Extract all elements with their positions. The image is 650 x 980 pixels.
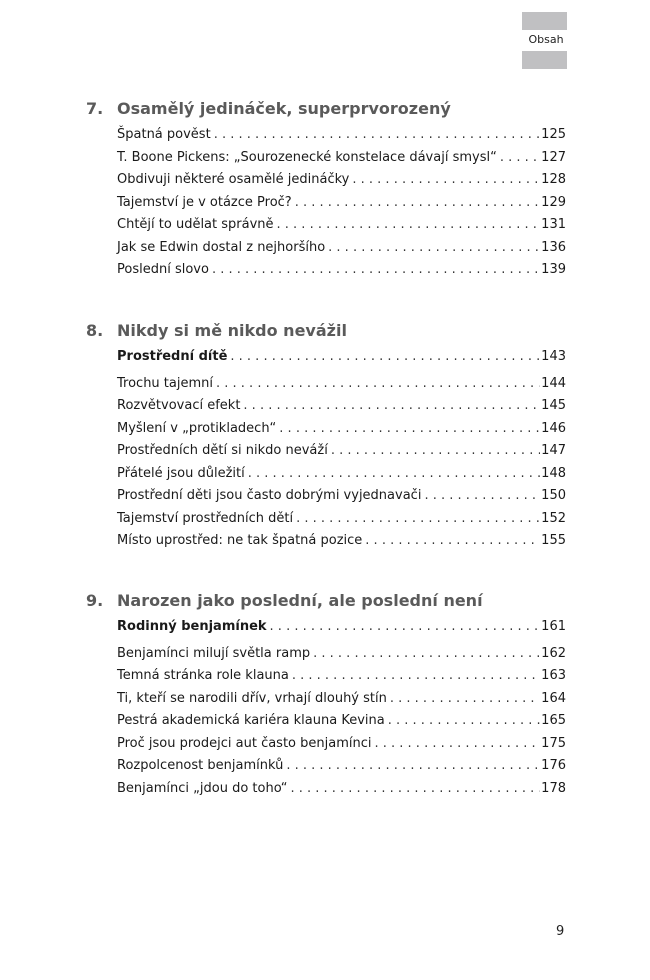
toc-entry-page: 131 <box>541 217 566 232</box>
toc-entry-page: 175 <box>541 735 566 751</box>
toc-entry-title: Jak se Edwin dostal z nejhoršího <box>117 239 326 255</box>
toc-entry[interactable] <box>117 463 566 486</box>
toc-entry[interactable] <box>117 688 566 711</box>
toc-entry-title: Myšlení v „protikladech“ <box>117 420 277 436</box>
toc-entry-page: 165 <box>541 713 566 728</box>
dot-leader <box>500 147 540 170</box>
toc-entry[interactable] <box>117 147 566 170</box>
toc-entry[interactable] <box>117 616 566 639</box>
toc-entry-title: Tajemství prostředních dětí <box>117 510 294 526</box>
chapter-number: 9. <box>86 591 104 610</box>
toc-entry[interactable] <box>117 710 566 733</box>
dot-leader <box>424 485 540 508</box>
dot-leader <box>313 643 540 666</box>
toc-entry-page: 162 <box>541 645 566 661</box>
toc-entry[interactable] <box>117 259 566 282</box>
toc-entry-title: Místo uprostřed: ne tak špatná pozice <box>117 533 363 548</box>
toc-entry-title: Poslední slovo <box>117 262 209 277</box>
toc-entry-title: Rozpolcenost benjamínků <box>117 758 284 773</box>
toc-entry-page: 150 <box>541 488 566 503</box>
toc-entry-page: 145 <box>541 398 566 413</box>
dot-leader <box>331 440 540 463</box>
toc-entry-page: 176 <box>541 758 566 773</box>
dot-leader <box>270 616 541 639</box>
page-number: 9 <box>556 924 565 939</box>
dot-leader <box>388 710 540 733</box>
toc-entry-page: 178 <box>541 780 566 796</box>
toc-entry[interactable] <box>117 192 566 215</box>
toc-entry[interactable] <box>117 346 566 369</box>
toc-entry[interactable] <box>117 124 566 147</box>
toc-entry-page: 143 <box>541 349 566 364</box>
dot-leader <box>328 237 540 260</box>
toc-entry-page: 144 <box>541 375 566 391</box>
toc-entry-title: Ti, kteří se narodili dřív, vrhají dlouhý stín <box>117 690 387 706</box>
toc-entry-page: 136 <box>541 239 566 255</box>
dot-leader <box>216 373 540 396</box>
toc-entry-title: Obdivuji některé osamělé jedináčky <box>117 172 350 187</box>
dot-leader <box>214 124 540 147</box>
toc-entry-page: 152 <box>541 510 566 526</box>
dot-leader <box>295 192 540 215</box>
toc-entry-page: 148 <box>541 465 566 481</box>
dot-leader <box>243 395 540 418</box>
chapter-9 <box>86 586 566 800</box>
dot-leader <box>212 259 540 282</box>
toc-entry-list <box>117 346 566 553</box>
toc-entry-page: 147 <box>541 443 566 458</box>
dot-leader <box>286 755 540 778</box>
chapter-title: Nikdy si mě nikdo nevážil <box>117 321 347 340</box>
toc-entry[interactable] <box>117 395 566 418</box>
chapter-7 <box>86 94 566 282</box>
toc-entry[interactable] <box>117 169 566 192</box>
dot-leader <box>296 508 540 531</box>
chapter-number: 7. <box>86 99 104 118</box>
toc-entry[interactable] <box>117 485 566 508</box>
chapter-heading <box>86 94 566 118</box>
toc-entry-page: 129 <box>541 194 566 210</box>
chapter-8 <box>86 316 566 553</box>
toc-entry-title: Pestrá akademická kariéra klauna Kevina <box>117 713 385 728</box>
chapter-heading <box>86 586 566 610</box>
toc-entry[interactable] <box>117 214 566 237</box>
section-tab-bar-bottom <box>522 51 567 69</box>
toc-entry-page: 127 <box>541 149 566 165</box>
toc-entry[interactable] <box>117 508 566 531</box>
dot-leader <box>292 665 540 688</box>
toc-entry-title: Proč jsou prodejci aut často benjamínci <box>117 735 372 751</box>
dot-leader <box>290 778 540 801</box>
toc-entry-title: Benjamínci milují světla ramp <box>117 645 311 661</box>
toc-entry-title: Přátelé jsou důležití <box>117 465 245 481</box>
toc-entry-list <box>117 616 566 800</box>
section-tab-bar-top <box>522 12 567 30</box>
toc-entry[interactable] <box>117 643 566 666</box>
toc-entry-title: Temná stránka role klauna <box>117 668 289 683</box>
toc-entry-page: 146 <box>541 420 566 436</box>
toc-entry-page: 128 <box>541 172 566 187</box>
dot-leader <box>248 463 540 486</box>
toc-entry-title: Špatná pověst <box>117 127 211 142</box>
dot-leader <box>277 214 541 237</box>
toc-entry[interactable] <box>117 237 566 260</box>
toc-entry-title: Rodinný benjamínek <box>117 619 267 634</box>
toc-entry-page: 164 <box>541 690 566 706</box>
toc-entry-list <box>117 124 566 282</box>
toc-entry-title: Chtějí to udělat správně <box>117 217 274 232</box>
toc-entry-title: T. Boone Pickens: „Sourozenecké konstelace dávají smysl“ <box>117 149 497 165</box>
toc-entry-title: Benjamínci „jdou do toho“ <box>117 780 288 796</box>
toc-entry-page: 161 <box>541 619 566 634</box>
dot-leader <box>230 346 540 369</box>
dot-leader <box>390 688 540 711</box>
toc-entry[interactable] <box>117 418 566 441</box>
toc-entry[interactable] <box>117 440 566 463</box>
toc-entry[interactable] <box>117 665 566 688</box>
dot-leader <box>374 733 540 756</box>
toc-entry-title: Prostřední dítě <box>117 349 228 364</box>
section-tab-label: Obsah <box>528 33 564 46</box>
chapter-title: Narozen jako poslední, ale poslední není <box>117 591 483 610</box>
toc-entry[interactable] <box>117 733 566 756</box>
dot-leader <box>279 418 540 441</box>
toc-entry[interactable] <box>117 373 566 396</box>
toc-entry-title: Trochu tajemní <box>117 375 213 391</box>
toc-entry-title: Tajemství je v otázce Proč? <box>117 194 292 210</box>
toc-entry[interactable] <box>117 755 566 778</box>
toc-entry-title: Prostřední děti jsou často dobrými vyjednavači <box>117 488 422 503</box>
toc-entry-page: 139 <box>541 262 566 277</box>
dot-leader <box>352 169 540 192</box>
toc-entry-page: 155 <box>541 533 566 548</box>
chapter-heading <box>86 316 566 340</box>
toc-entry-page: 125 <box>541 127 566 142</box>
chapter-title: Osamělý jedináček, superprvorozený <box>117 99 451 118</box>
toc-entry[interactable] <box>117 530 566 553</box>
dot-leader <box>365 530 540 553</box>
toc-entry-page: 163 <box>541 668 566 683</box>
toc-entry-title: Rozvětvovací efekt <box>117 398 241 413</box>
chapter-number: 8. <box>86 321 104 340</box>
toc-entry[interactable] <box>117 778 566 801</box>
toc-entry-title: Prostředních dětí si nikdo neváží <box>117 443 328 458</box>
